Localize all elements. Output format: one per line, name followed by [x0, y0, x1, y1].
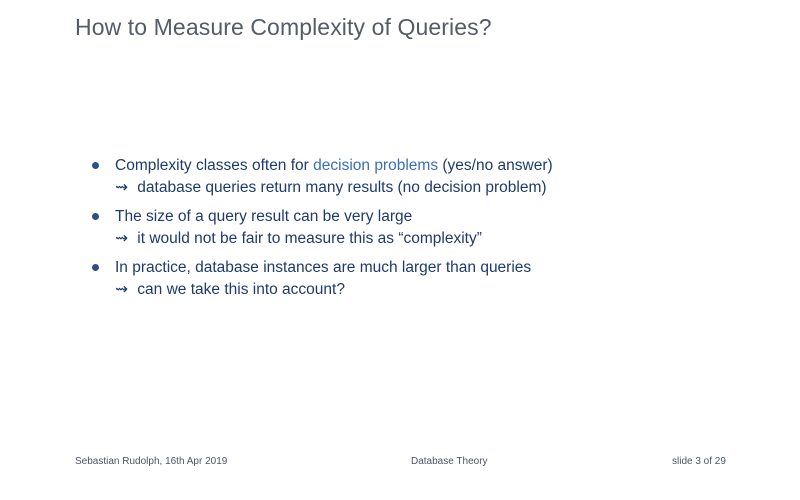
bullet-list [90, 155, 770, 308]
bullet-dot-icon [92, 264, 99, 271]
slide-title: How to Measure Complexity of Queries? [75, 14, 492, 40]
bullet-text: Complexity classes often for [115, 157, 314, 174]
bullet-dot-icon [92, 213, 99, 220]
bullet-text: (yes/no answer) [438, 157, 553, 174]
footer-course-title: Database Theory [411, 456, 488, 467]
bullet-subline [115, 228, 770, 250]
bullet-subtext: database queries return many results (no decision problem) [133, 179, 547, 196]
bullet-subline [115, 177, 770, 199]
bullet-line: The size of a query result can be very large [115, 208, 413, 225]
leads-to-arrow-icon: ⇝ [115, 230, 128, 247]
bullet-subtext: it would not be fair to measure this as “complexity” [133, 230, 482, 247]
bullet-item [90, 206, 770, 250]
bullet-item [90, 155, 770, 199]
bullet-line: In practice, database instances are much larger than queries [115, 259, 532, 276]
bullet-line [115, 155, 770, 177]
highlighted-term: decision problems [313, 157, 439, 174]
bullet-subtext: can we take this into account? [133, 281, 345, 298]
bullet-dot-icon [92, 162, 99, 169]
footer-author-date: Sebastian Rudolph, 16th Apr 2019 [75, 456, 228, 467]
leads-to-arrow-icon: ⇝ [115, 179, 128, 196]
bullet-item [90, 257, 770, 301]
leads-to-arrow-icon: ⇝ [115, 281, 128, 298]
footer-slide-number: slide 3 of 29 [672, 456, 726, 467]
bullet-subline [115, 279, 770, 301]
